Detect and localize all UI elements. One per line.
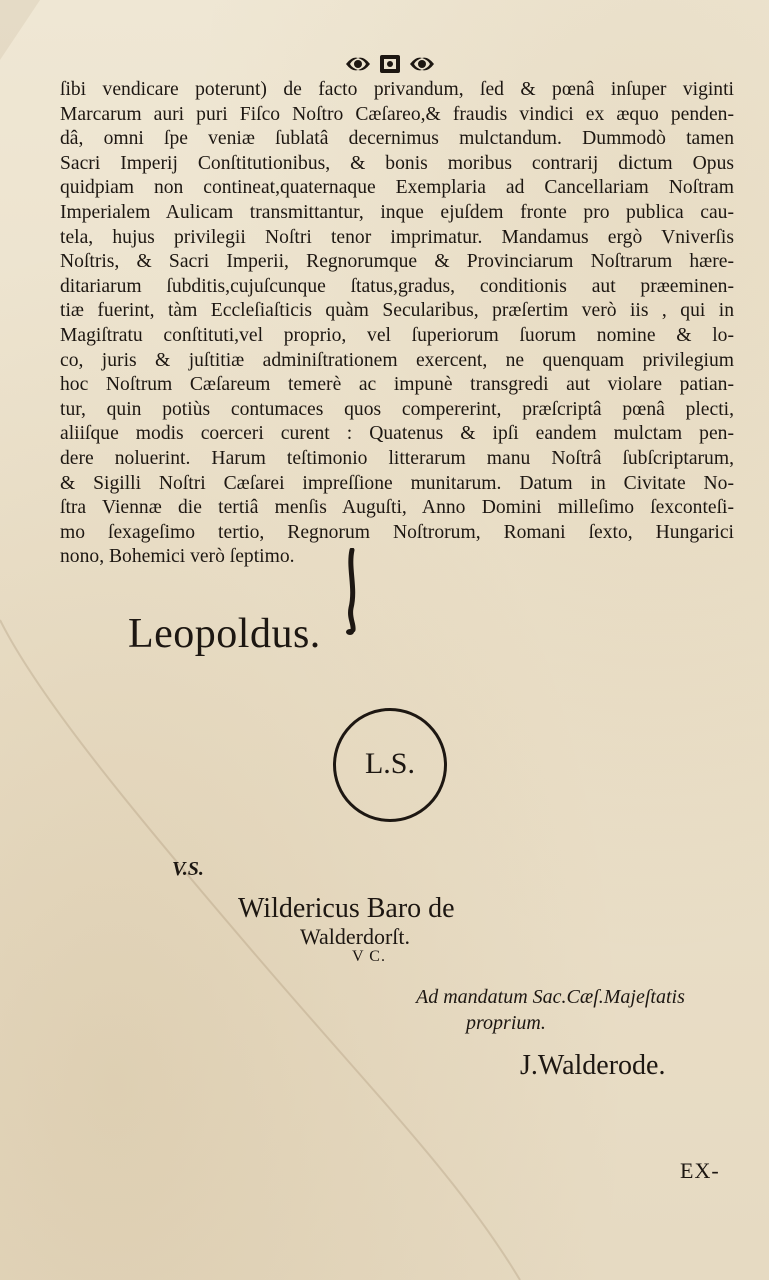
- body-text-line: Noſtris, & Sacri Imperii, Regnorumque & Provinciarum Noſtrarum hære-: [60, 251, 734, 273]
- signature-leopoldus: Leopoldus.: [128, 611, 321, 657]
- seal-label: L.S.: [364, 747, 415, 780]
- body-text-line: Marcarum auri puri Fiſco Noſtro Cæſareo,& fraudis vindici ex æquo penden-: [60, 103, 734, 125]
- body-text-line: Sacri Imperij Conſtitutionibus, & bonis moribus contrarij dictum Opus: [60, 152, 734, 174]
- walderode-signature: J.Walderode.: [520, 1050, 666, 1081]
- body-text-line: Imperialem Aulicam transmittantur, inque ejuſdem fronte pro publica cau-: [60, 201, 734, 223]
- mandatum-line-1: Ad mandatum Sac.Cæſ.Majeſtatis: [416, 986, 685, 1008]
- ornament-icon: [340, 50, 440, 78]
- body-text-line: nono, Bohemici verò ſeptimo.: [60, 546, 295, 568]
- body-text-line: mo ſexageſimo tertio, Regnorum Noſtrorum, Romani ſexto, Hungarici: [60, 521, 734, 543]
- body-text-line: tela, hujus privilegii Noſtri tenor imprimatur. Mandamus ergò Vniverſis: [60, 226, 734, 248]
- privilege-body-text: [60, 78, 734, 570]
- body-text-line: ſibi vendicare poterunt) de facto privandum, ſed & pœnâ inſuper viginti: [60, 79, 734, 100]
- body-text-line: ſtra Viennæ die tertiâ menſis Auguſti, Anno Domini milleſimo ſexconteſi-: [60, 497, 734, 519]
- body-text-line: co, juris & juſtitiæ adminiſtrationem exercent, ne quenquam privilegium: [60, 349, 734, 371]
- body-text-line: & Sigilli Noſtri Cæſarei impreſſione munitarum. Datum in Civitate No-: [60, 472, 734, 494]
- body-text-line: aliiſque modis coerceri curent : Quatenus & ipſi eandem mulctam pen-: [60, 423, 734, 445]
- mandatum-line-2: proprium.: [466, 1012, 546, 1034]
- wildericus-title-line: Walderdorſt.: [300, 924, 411, 949]
- body-text-line: dere noluerint. Harum teſtimonio litterarum manu Noſtrâ ſubſcriptarum,: [60, 447, 734, 469]
- body-text-line: Magiſtratu conſtituti,vel proprio, vel ſuperiorum ſuorum nomine & lo-: [60, 324, 734, 346]
- wildericus-name-line: Wildericus Baro de: [238, 893, 455, 924]
- body-text-line: tiæ fuerint, tàm Eccleſiaſticis quàm Secularibus, præſertim verò iis , qui in: [60, 300, 734, 322]
- seal-circle: [333, 708, 447, 822]
- catchword: EX-: [680, 1158, 720, 1183]
- body-text-line: dâ, omni ſpe veniæ ſublatâ decernimus mulctandum. Dummodò tamen: [60, 128, 734, 150]
- wildericus-vc-line: V C.: [352, 948, 386, 965]
- body-text-line: quidpiam non contineat,quaternaque Exemplaria ad Cancellariam Noſtram: [60, 177, 734, 199]
- body-text-line: hoc Noſtrum Cæſareum temerè ac impunè transgredi aut violare patian-: [60, 374, 734, 396]
- vs-mark: V.S.: [172, 858, 204, 880]
- body-text-line: tur, quin potiùs contumaces quos compererint, præſcriptâ pœnâ plecti,: [60, 398, 734, 420]
- signature-flourish-stroke: [338, 548, 368, 648]
- body-text-line: ditariarum ſubditis,cujuſcunque ſtatus,gradus, conditionis aut præeminen-: [60, 275, 734, 297]
